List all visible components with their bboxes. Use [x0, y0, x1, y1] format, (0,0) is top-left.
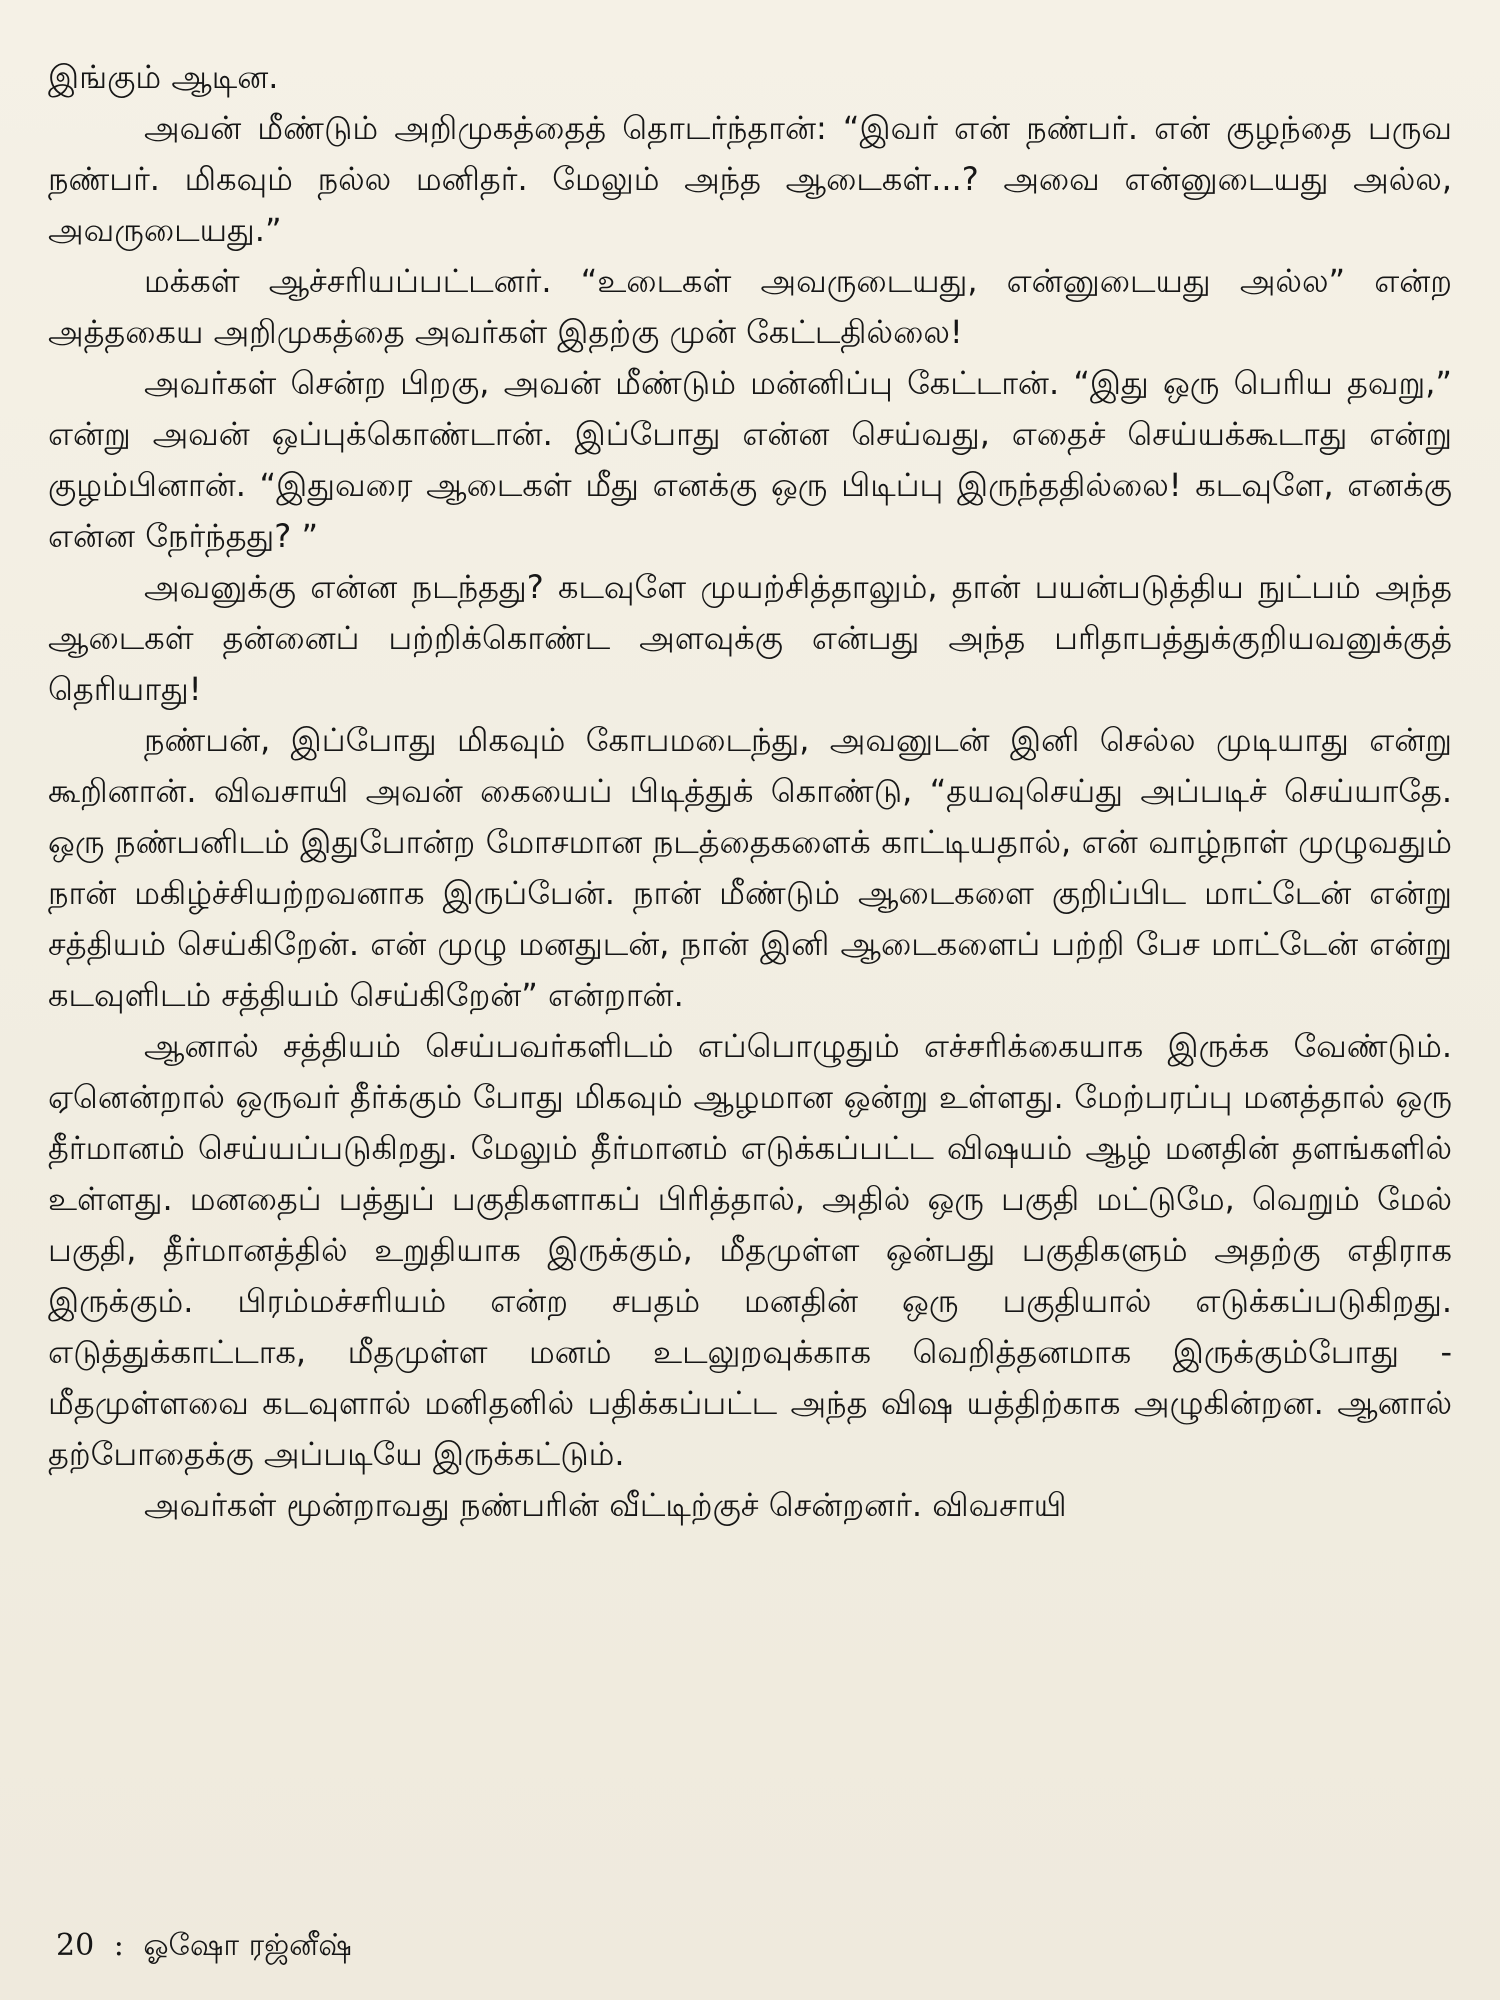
- author-name: ஓஷோ ரஜ்னீஷ்: [143, 1928, 352, 1963]
- page-body: [48, 52, 1452, 1531]
- paragraph-3: மக்கள் ஆச்சரியப்பட்டனர். “உடைகள் அவருடையது, என்னுடையது அல்ல” என்ற அத்தகைய அறிமுகத்தை அவர்கள் இதற்கு முன் கேட்டதில்லை!: [48, 262, 1452, 351]
- paragraph-1: இங்கும் ஆடின.: [48, 58, 279, 96]
- paragraph-7: ஆனால் சத்தியம் செய்பவர்களிடம் எப்பொழுதும் எச்சரிக்கையாக இருக்க வேண்டும். ஏனென்றால் ஒருவர் தீர்க்கும் போது மிகவும் ஆழமான ஒன்று உள்ளது. மேற்பரப்பு மனத்தால் ஒரு தீர்மானம் செய்யப்படுகிறது. மேலும் தீர்மானம் எடுக்கப்பட்ட விஷயம் ஆழ் மனதின் தளங்களில் உள்ளது. மனதைப் பத்துப் பகுதிகளாகப் பிரித்தால், அதில் ஒரு பகுதி மட்டுமே, வெறும் மேல் பகுதி, தீர்மானத்தில் உறுதியாக இருக்கும், மீதமுள்ள ஒன்பது பகுதிகளும் அதற்கு எதிராக இருக்கும். பிரம்மச்சரியம் என்ற சபதம் மனதின் ஒரு பகுதியால் எடுக்கப்படுகிறது. எடுத்துக்காட்டாக, மீதமுள்ள மனம் உடலுறவுக்காக வெறித்தனமாக இருக்கும்போது - மீதமுள்ளவை கடவுளால் மனிதனில் பதிக்கப்பட்ட அந்த விஷ யத்திற்காக அழுகின்றன. ஆனால் தற்போதைக்கு அப்படியே இருக்கட்டும்.: [48, 1027, 1453, 1473]
- page-footer: [56, 1928, 352, 1967]
- page-number: 20: [56, 1928, 95, 1963]
- paragraph-2: அவன் மீண்டும் அறிமுகத்தைத் தொடர்ந்தான்: “இவர் என் நண்பர். என் குழந்தை பருவ நண்பர். மிகவும் நல்ல மனிதர். மேலும் அந்த ஆடைகள்...? அவை என்னுடையது அல்ல, அவருடையது.”: [48, 109, 1453, 249]
- paragraph-8: அவர்கள் மூன்றாவது நண்பரின் வீட்டிற்குச் சென்றனர். விவசாயி: [144, 1486, 1067, 1524]
- footer-separator: :: [113, 1928, 124, 1963]
- paragraph-6: நண்பன், இப்போது மிகவும் கோபமடைந்து, அவனுடன் இனி செல்ல முடியாது என்று கூறினான். விவசாயி அவன் கையைப் பிடித்துக் கொண்டு, “தயவுசெய்து அப்படிச் செய்யாதே. ஒரு நண்பனிடம் இதுபோன்ற மோசமான நடத்தைகளைக் காட்டியதால், என் வாழ்நாள் முழுவதும் நான் மகிழ்ச்சியற்றவனாக இருப்பேன். நான் மீண்டும் ஆடைகளை குறிப்பிட மாட்டேன் என்று சத்தியம் செய்கிறேன். என் முழு மனதுடன், நான் இனி ஆடைகளைப் பற்றி பேச மாட்டேன் என்று கடவுளிடம் சத்தியம் செய்கிறேன்” என்றான்.: [48, 721, 1452, 1014]
- paragraph-4: அவர்கள் சென்ற பிறகு, அவன் மீண்டும் மன்னிப்பு கேட்டான். “இது ஒரு பெரிய தவறு,” என்று அவன் ஒப்புக்கொண்டான். இப்போது என்ன செய்வது, எதைச் செய்யக்கூடாது என்று குழம்பினான். “இதுவரை ஆடைகள் மீது எனக்கு ஒரு பிடிப்பு இருந்ததில்லை! கடவுளே, எனக்கு என்ன நேர்ந்தது? ”: [48, 364, 1453, 555]
- paragraph-5: அவனுக்கு என்ன நடந்தது? கடவுளே முயற்சித்தாலும், தான் பயன்படுத்திய நுட்பம் அந்த ஆடைகள் தன்னைப் பற்றிக்கொண்ட அளவுக்கு என்பது அந்த பரிதாபத்துக்குறியவனுக்குத் தெரியாது!: [48, 568, 1452, 708]
